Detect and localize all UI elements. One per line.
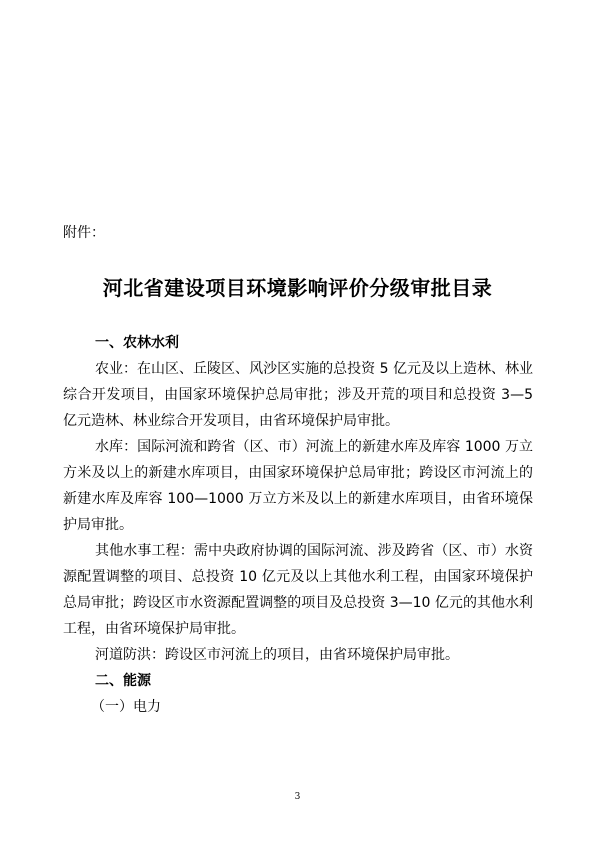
subsection-heading-power: （一）电力 — [91, 699, 161, 715]
paragraph-water-works: 其他水事工程：需中央政府协调的国际河流、涉及跨省（区、市）水资源配置调整的项目、总投资 10 亿元及以上其他水利工程，由国家环境保护总局审批；跨设区市水资源配置调整的项目及总投资 3—10 亿元的其他水利工程，由省环境保护局审批。 — [63, 543, 533, 637]
page-number: 3 — [294, 792, 301, 802]
document-body — [63, 330, 533, 720]
section-heading-energy: 二、能源 — [95, 673, 151, 689]
paragraph-flood-control: 河道防洪：跨设区市河流上的项目，由省环境保护局审批。 — [95, 647, 459, 663]
paragraph-reservoir: 水库：国际河流和跨省（区、市）河流上的新建水库及库容 1000 万立方米及以上的新建水库项目，由国家环境保护总局审批；跨设区市河流上的新建水库及库容 100—1000 万立方米及以上的新建水库项目，由省环境保护局审批。 — [63, 439, 533, 533]
document-title: 河北省建设项目环境影响评价分级审批目录 — [102, 276, 493, 300]
paragraph-agriculture: 农业：在山区、丘陵区、风沙区实施的总投资 5 亿元及以上造林、林业综合开发项目，由国家环境保护总局审批；涉及开荒的项目和总投资 3—5 亿元造林、林业综合开发项目，由省环境保护局审批。 — [63, 361, 533, 429]
attachment-label: 附件： — [63, 225, 105, 241]
section-heading-agriculture: 一、农林水利 — [95, 335, 179, 351]
